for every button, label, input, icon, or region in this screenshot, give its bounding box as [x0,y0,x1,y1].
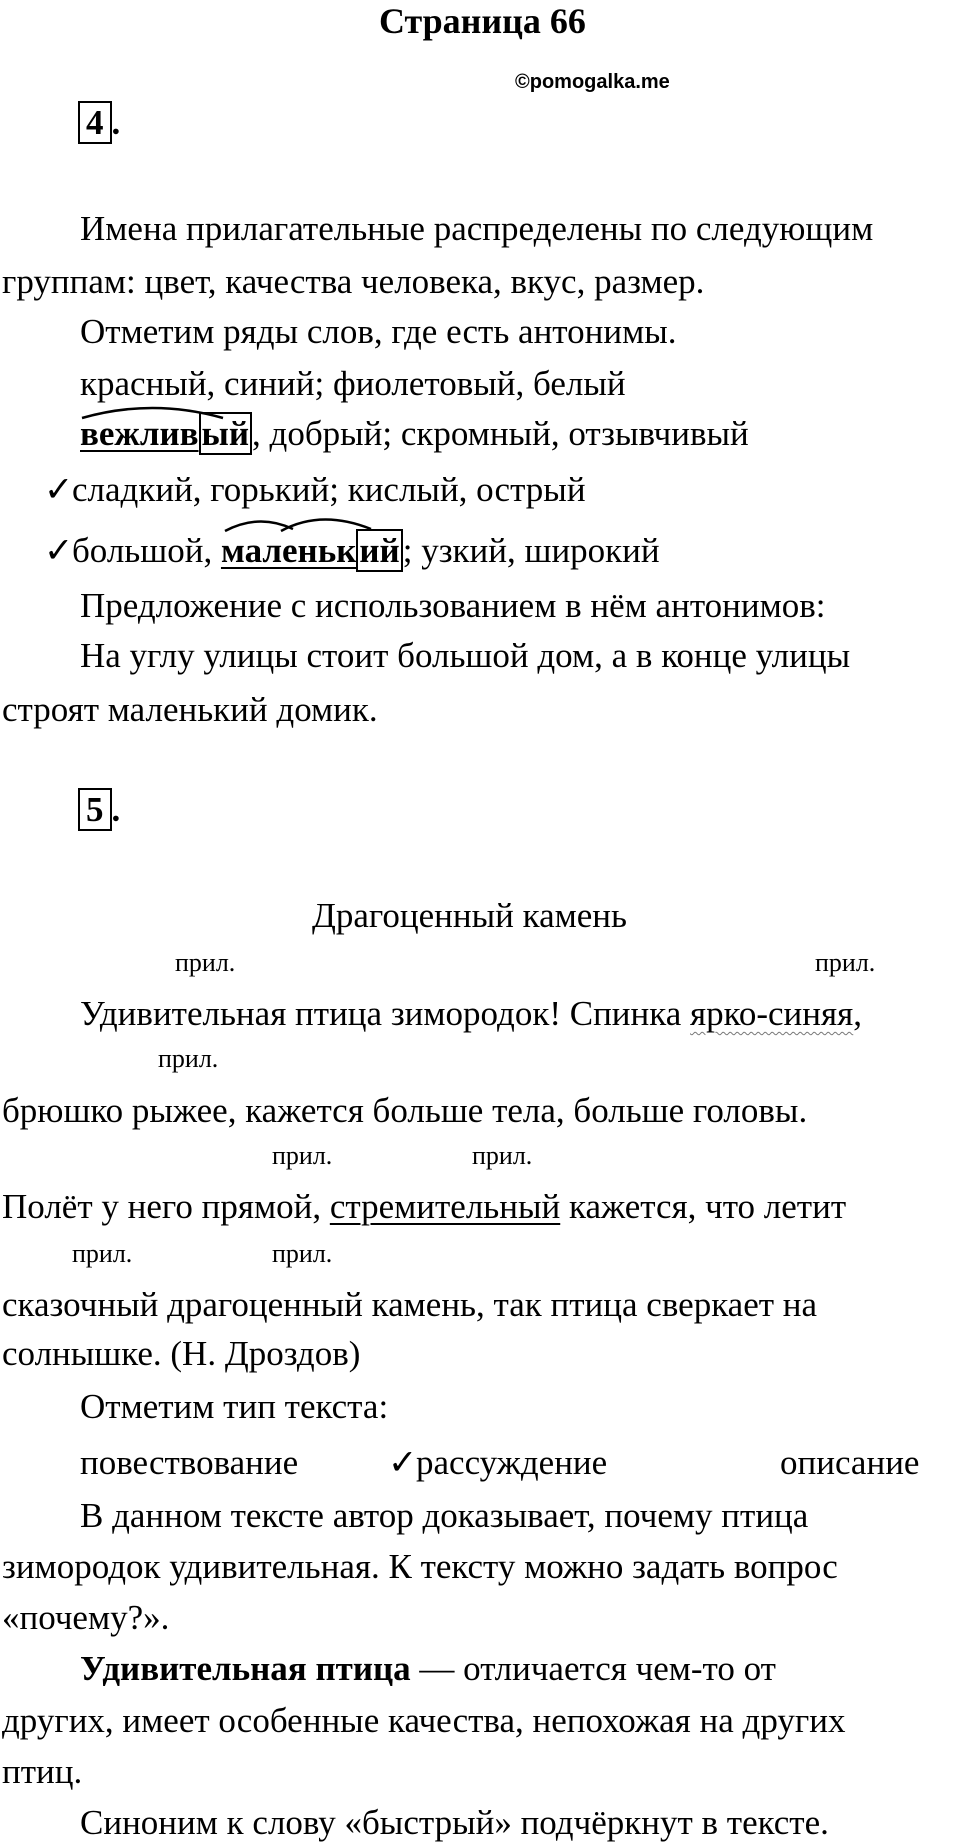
text-line-3 [2,1189,846,1224]
explanation-1b: зимородок удивительная. К тексту можно задать вопрос [2,1547,838,1586]
explanation-2c: птиц. [2,1752,83,1791]
check-mark-icon: ✓ [44,470,74,509]
word-row-3-text: сладкий, горький; кислый, острый [72,470,586,509]
root-arc-mark [80,402,225,420]
option-reasoning-label: рассуждение [416,1443,608,1482]
text-line-3-b: кажется, что летит [560,1187,847,1226]
explanation-2-bold: Удивительная птица [80,1649,411,1688]
text-line-3-underlined-word: стремительный [329,1187,561,1226]
explanation-1c: «почему?». [2,1598,170,1637]
task-4-para-4b: строят маленький домик. [2,690,378,729]
word-row-4-rest: ; узкий, широкий [402,531,660,570]
task-4-number: 4 . [78,104,120,142]
text-line-1-marked-word: ярко-синяя [690,994,854,1033]
watermark: ©pomogalka.me [515,71,670,93]
explanation-2-rest: — отличается чем-то от [410,1649,776,1688]
text-type-question: Отметим тип текста: [80,1387,389,1426]
word-row-4-before: большой, [72,531,221,570]
text-heading: Драгоценный камень [312,896,627,935]
task-number-box: 4 [78,101,112,144]
text-line-4: сказочный драгоценный камень, так птица сверкает на [2,1285,818,1324]
pos-label: прил. [158,1044,219,1073]
word-analysis-malenkiy [221,533,403,569]
pos-label: прил. [272,1239,333,1268]
option-reasoning [388,1445,607,1480]
page-title: Страница 66 [379,1,586,41]
word-row-3 [44,472,586,507]
task-number-box: 5 [78,788,112,831]
word-row-2 [80,416,749,452]
pos-label: прил. [272,1141,333,1170]
task-4-para-3: Предложение с использованием в нём антонимов: [80,586,826,625]
pos-label: прил. [72,1239,133,1268]
text-line-2: брюшко рыжее, кажется больше тела, больше головы. [2,1091,808,1130]
text-line-1-b: , [853,994,862,1033]
option-narration: повествование [80,1443,299,1482]
text-line-3-a: Полёт у него прямой, [2,1187,330,1226]
task-4-para-2: Отметим ряды слов, где есть антонимы. [80,312,677,351]
task-5-number: 5 . [78,791,120,829]
word-ending-box: ий [356,529,402,572]
text-line-1 [80,996,862,1031]
root-arc-mark [221,511,421,539]
pos-label: прил. [472,1141,533,1170]
text-line-5: солнышке. (Н. Дроздов) [2,1334,361,1373]
explanation-2b: других, имеет особенные качества, непохожая на других [2,1701,846,1740]
word-stem: вежлив [80,414,199,453]
word-row-4 [44,533,660,569]
task-4-para-1b: группам: цвет, качества человека, вкус, размер. [2,262,705,301]
task-4-para-4a: На углу улицы стоит большой дом, а в конце улицы [80,636,851,675]
explanation-3: Синоним к слову «быстрый» подчёркнут в тексте. [80,1803,829,1842]
explanation-2a [80,1651,776,1686]
check-mark-icon: ✓ [388,1443,418,1482]
pos-label: прил. [175,948,236,977]
word-analysis-vezhlivyi [80,416,252,452]
check-mark-icon: ✓ [44,531,74,570]
explanation-1a: В данном тексте автор доказывает, почему птица [80,1496,809,1535]
task-4-para-1a: Имена прилагательные распределены по следующим [80,209,874,248]
pos-label: прил. [815,948,876,977]
word-row-1: красный, синий; фиолетовый, белый [80,364,626,403]
word-ending-box: ый [199,412,253,455]
word-row-2-rest: , добрый; скромный, отзывчивый [252,414,749,453]
option-description: описание [780,1443,920,1482]
word-stem: маленьк [220,531,357,570]
text-line-1-a: Удивительная птица зимородок! Спинка [80,994,691,1033]
